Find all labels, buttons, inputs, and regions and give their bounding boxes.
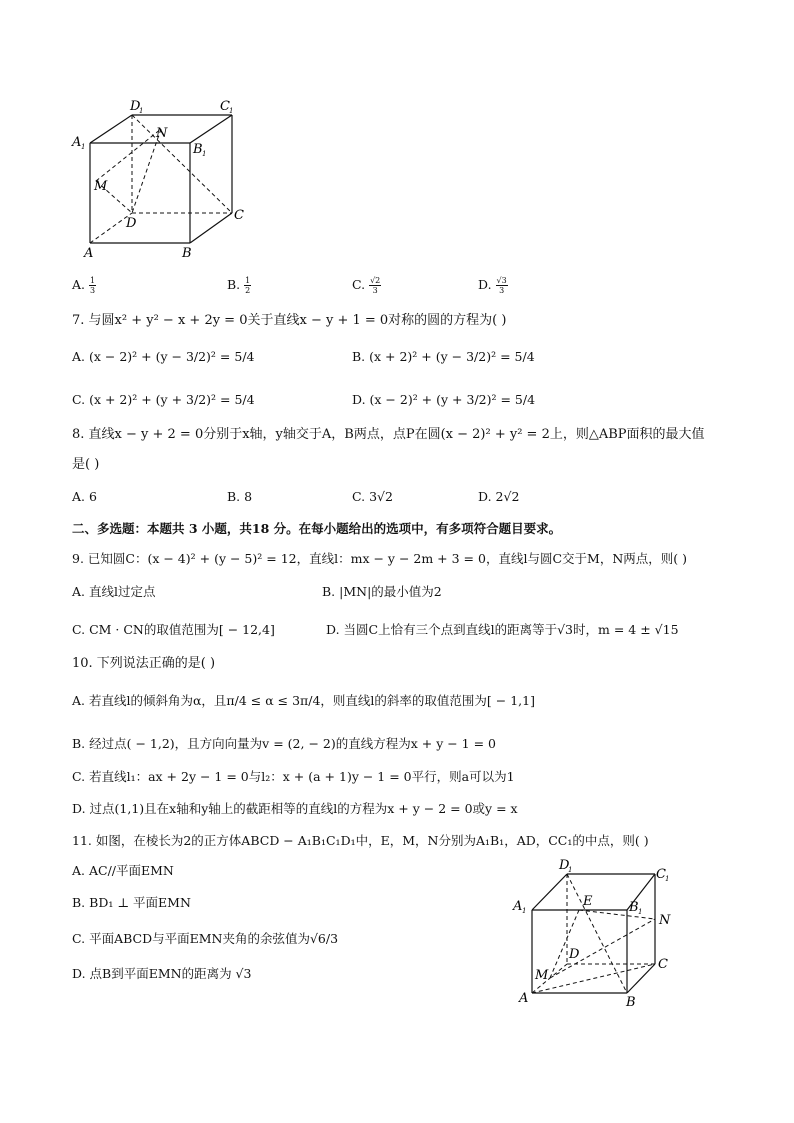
q11-stem: 11. 如图，在棱长为2的正方体ABCD − A₁B₁C₁D₁中，E，M，N分别为A₁B₁，AD，CC₁的中点，则( ) (72, 833, 649, 848)
section-heading-multi-choice: 二、多选题：本题共 3 小题，共18 分。在每小题给出的选项中，有多项符合题目要求。 (72, 521, 562, 536)
label2-B: B (626, 995, 636, 1010)
label2-C: C (658, 957, 668, 972)
label2-D1: D (559, 858, 570, 873)
figure-cube-1 (60, 95, 260, 265)
q7-option-d[interactable]: D. (x − 2)² + (y + 3/2)² = 5/4 (352, 392, 536, 407)
q11-option-a[interactable]: A. AC//平面EMN (72, 863, 174, 878)
q11-option-d[interactable]: D. 点B到平面EMN的距离为 √3 (72, 966, 252, 981)
q7-option-a[interactable]: A. (x − 2)² + (y − 3/2)² = 5/4 (72, 349, 255, 364)
label-C: C (234, 208, 244, 223)
svg-text:1: 1 (638, 908, 643, 916)
q9-option-d[interactable]: D. 当圆C上恰有三个点到直线l的距离等于√3时，m = 4 ± √15 (326, 622, 679, 637)
svg-text:1: 1 (139, 107, 144, 115)
q9-option-a[interactable]: A. 直线l过定点 (72, 584, 156, 599)
svg-text:1: 1 (202, 150, 207, 158)
q7-stem: 7. 与圆x² + y² − x + 2y = 0关于直线x − y + 1 = 0对称的圆的方程为( ) (72, 313, 507, 328)
label2-A1: A (513, 899, 523, 914)
q8-option-b[interactable]: B. 8 (227, 489, 253, 504)
label2-C1: C (656, 867, 666, 882)
label-B1: B (193, 142, 203, 157)
svg-text:1: 1 (522, 907, 527, 915)
q8-stem-line2: 是( ) (72, 457, 100, 472)
label-C1: C (220, 99, 230, 114)
q9-option-b[interactable]: B. |MN|的最小值为2 (322, 584, 442, 599)
label2-E: E (583, 894, 593, 909)
svg-text:1: 1 (229, 107, 234, 115)
q9-stem: 9. 已知圆C：(x − 4)² + (y − 5)² = 12，直线l：mx − y − 2m + 3 = 0，直线l与圆C交于M，N两点，则( ) (72, 551, 687, 566)
label2-N: N (659, 913, 671, 928)
q6-option-a[interactable]: A. $\frac{1}{3}$ (72, 276, 96, 295)
q10-option-b[interactable]: B. 经过点( − 1,2)，且方向向量为v = (2, − 2)的直线方程为x + y − 1 = 0 (72, 736, 496, 751)
q11-option-c[interactable]: C. 平面ABCD与平面EMN夹角的余弦值为√6/3 (72, 931, 339, 946)
q8-option-c[interactable]: C. 3√2 (352, 489, 393, 504)
q8-option-d[interactable]: D. 2√2 (478, 489, 520, 504)
label2-M: M (535, 968, 549, 983)
label2-D: D (569, 947, 580, 962)
q11-option-b[interactable]: B. BD₁ ⊥ 平面EMN (72, 895, 191, 910)
label2-B1: B (629, 900, 639, 915)
q9-option-c[interactable]: C. CM · CN的取值范围为[ − 12,4] (72, 622, 275, 637)
q10-stem: 10. 下列说法正确的是( ) (72, 656, 216, 671)
label-D: D (126, 216, 137, 231)
q10-option-a[interactable]: A. 若直线l的倾斜角为α，且π/4 ≤ α ≤ 3π/4，则直线l的斜率的取值范围为[ − 1,1] (72, 693, 535, 708)
figure-cube-2 (505, 850, 685, 1015)
label-A1: A (72, 135, 82, 150)
label-A: A (84, 246, 94, 261)
q8-stem-line1: 8. 直线x − y + 2 = 0分别于x轴，y轴交于A，B两点，点P在圆(x − 2)² + y² = 2上，则△ABP面积的最大值 (72, 427, 705, 442)
label2-A: A (519, 991, 529, 1006)
svg-text:1: 1 (568, 866, 573, 874)
q10-option-d[interactable]: D. 过点(1,1)且在x轴和y轴上的截距相等的直线l的方程为x + y − 2 = 0或y = x (72, 801, 518, 816)
label-D1: D (130, 99, 141, 114)
label-M: M (94, 179, 108, 194)
q7-option-b[interactable]: B. (x + 2)² + (y − 3/2)² = 5/4 (352, 349, 535, 364)
q6-option-b[interactable]: B. $\frac{1}{2}$ (227, 276, 251, 295)
svg-text:1: 1 (81, 143, 86, 151)
q6-option-d[interactable]: D. $\frac{√3}{3}$ (478, 276, 507, 295)
label-B: B (182, 246, 192, 261)
q8-option-a[interactable]: A. 6 (72, 489, 97, 504)
q7-option-c[interactable]: C. (x + 2)² + (y + 3/2)² = 5/4 (72, 392, 255, 407)
label-N: N (156, 126, 168, 141)
svg-text:1: 1 (665, 875, 670, 883)
q10-option-c[interactable]: C. 若直线l₁：ax + 2y − 1 = 0与l₂：x + (a + 1)y − 1 = 0平行，则a可以为1 (72, 769, 515, 784)
q6-option-c[interactable]: C. $\frac{√2}{3}$ (352, 276, 381, 295)
